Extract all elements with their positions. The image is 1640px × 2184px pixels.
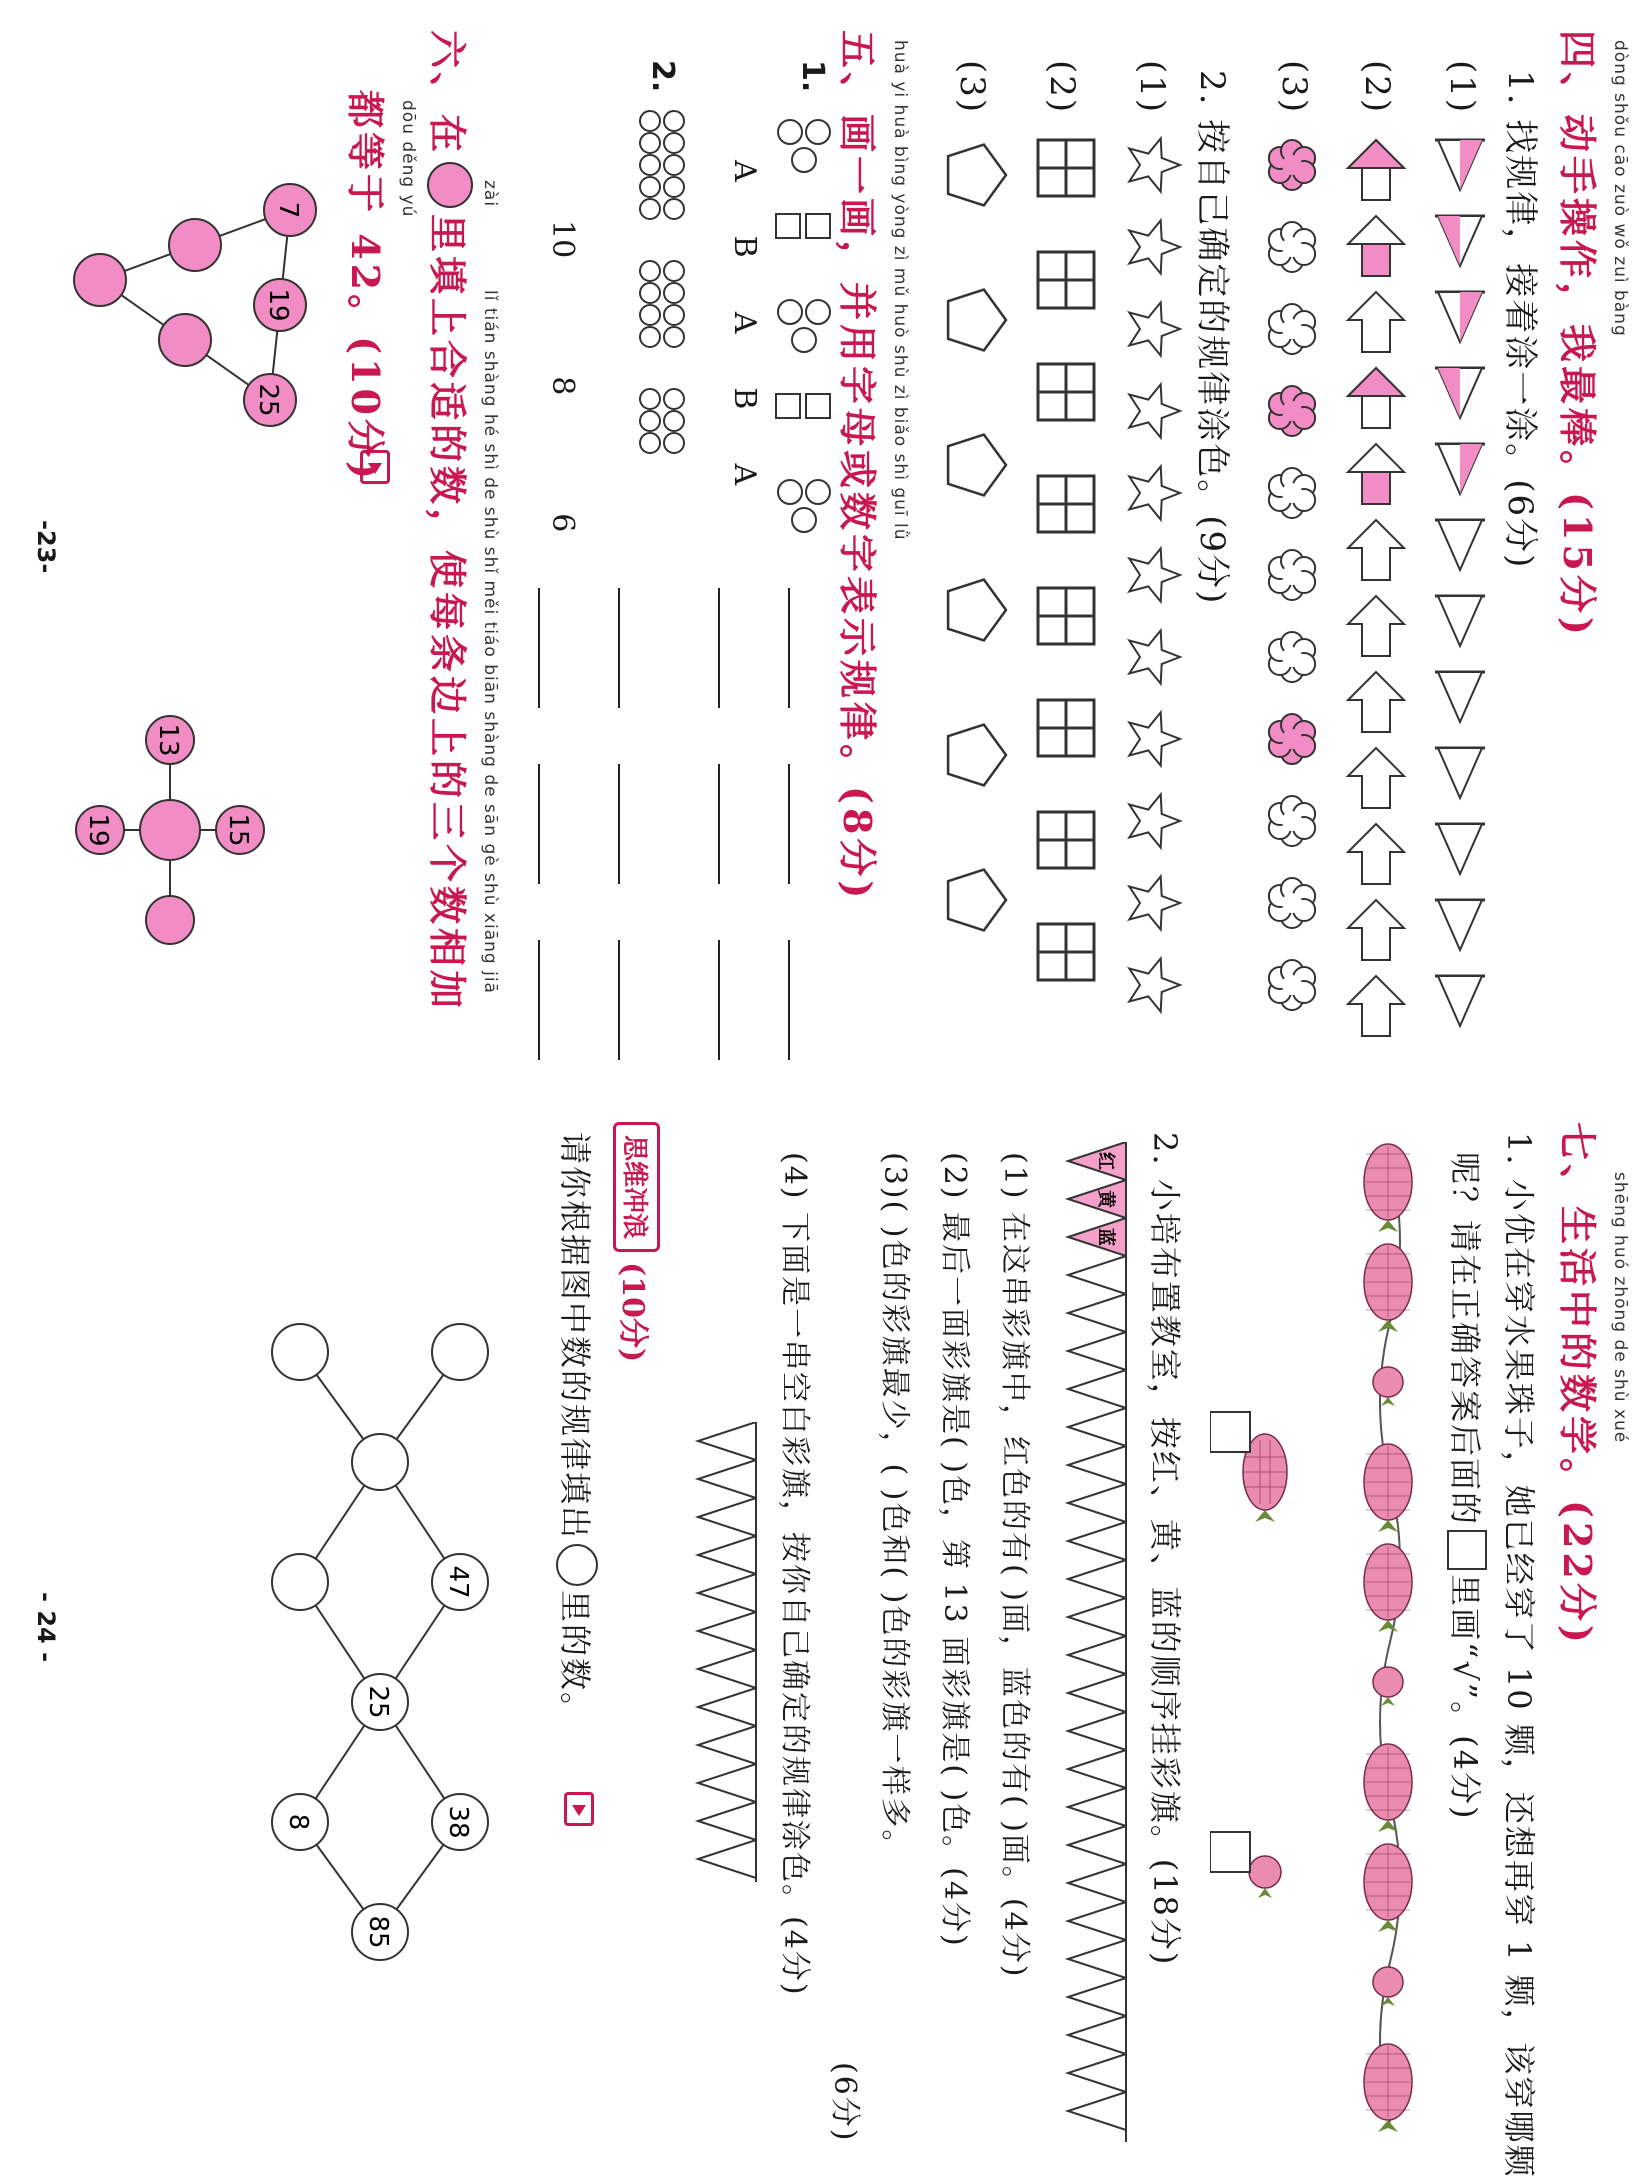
pink-circle-icon xyxy=(428,162,474,208)
pennant-flag xyxy=(1068,1446,1126,1484)
sec6-pinyin: lǐ tián shàng hé shì de shù shǐ měi tiáo biān shàng de sān gè shù xiāng jiā xyxy=(480,290,500,994)
flag-string-labeled xyxy=(1060,1142,1130,2142)
sec7-title: 七、生活中的数学。(22分) xyxy=(1555,1122,1600,1647)
pennant-flag xyxy=(1068,1332,1126,1370)
arrow-shape xyxy=(1348,216,1404,276)
q1-line2-a: 呢？请在正确答案后面的 xyxy=(1446,1152,1484,1527)
answer-line[interactable] xyxy=(618,764,650,884)
sec5-q2-label: 2. xyxy=(645,60,680,93)
pennant-flag xyxy=(698,1764,756,1802)
window-grid xyxy=(1038,364,1094,420)
pineapple-bead xyxy=(1364,1844,1412,1932)
pennant-flag xyxy=(1068,1864,1126,1902)
flower-shape xyxy=(1269,304,1315,354)
pennant-flag xyxy=(1068,1142,1126,1180)
window-grid xyxy=(1038,252,1094,308)
arrow-shape xyxy=(1348,748,1404,808)
sec6-title-a: 六、在 xyxy=(425,30,470,157)
answer-line[interactable] xyxy=(618,588,650,708)
thinking-surf-tag: 思维冲浪 xyxy=(613,1122,660,1252)
arrow-shape xyxy=(1348,520,1404,580)
sec7-q1-line1: 1. 小优在穿水果珠子，她已经穿了 10 颗，还想再穿 1 颗，该穿哪颗 xyxy=(1500,1132,1538,2179)
pennant-flag xyxy=(1068,1750,1126,1788)
pennant-flag xyxy=(698,1650,756,1688)
letter: B xyxy=(727,387,762,410)
flower-shape xyxy=(1269,386,1315,436)
page-number-24: - 24 - xyxy=(32,1592,60,1663)
page-number-23: -23- xyxy=(32,520,60,574)
pennant-flag xyxy=(698,1802,756,1840)
q1-line2-b: 里画“√”。(4分) xyxy=(1446,1574,1484,1821)
pennant-flag xyxy=(1068,1826,1126,1864)
flower-shape xyxy=(1269,550,1315,600)
svg-text:红: 红 xyxy=(1095,1152,1116,1170)
sec7-q2-3a: (3)( )色的彩旗最少，( )色和( )色的彩旗一样多。 xyxy=(877,1152,912,1862)
sec5-q2-answers-2 xyxy=(538,560,570,1088)
pennant-flag xyxy=(1068,1294,1126,1332)
answer-line[interactable] xyxy=(788,588,820,708)
pentagon-shape xyxy=(948,145,1006,206)
flower-shape xyxy=(1269,796,1315,846)
flag-triangle xyxy=(1435,824,1485,874)
flag-triangle xyxy=(1435,444,1485,494)
number-lattice-diagram xyxy=(220,1292,540,1992)
window-grid xyxy=(1038,476,1094,532)
circle-icon xyxy=(556,1544,598,1586)
checkbox-icon xyxy=(1447,1530,1487,1570)
option-box-pineapple xyxy=(1210,1412,1250,1452)
node-label: 25 xyxy=(253,383,283,417)
number: 10 xyxy=(545,220,580,259)
q1-2-label: (2) xyxy=(1357,60,1397,115)
pennant-flag xyxy=(1068,1940,1126,1978)
window-grid xyxy=(1038,812,1094,868)
sec7-q2-4: (4) 下面是一串空白彩旗，按你自己确定的规律涂色。(4分) xyxy=(777,1152,812,1997)
sec6-title-b: 里填上合适的数，使每条边上的三个数相加 xyxy=(425,214,470,1013)
answer-line[interactable] xyxy=(718,588,750,708)
pineapple-bead xyxy=(1364,1144,1412,1232)
pennant-flag xyxy=(698,1612,756,1650)
answer-line[interactable] xyxy=(718,940,750,1060)
sec7-q2: 2. 小培布置教室，按红、黄、蓝的顺序挂彩旗。(18分) xyxy=(1146,1132,1184,1967)
svg-text:85: 85 xyxy=(363,1915,393,1949)
pennant-flag xyxy=(1068,2054,1126,2092)
svg-text:25: 25 xyxy=(363,1685,393,1719)
sec5-title: 五、画一画，并用字母或数字表示规律。(8分) xyxy=(835,30,880,903)
window-grid xyxy=(1038,588,1094,644)
pennant-flag xyxy=(698,1840,756,1878)
pentagon-shape xyxy=(948,870,1006,931)
arrow-shape xyxy=(1348,292,1404,352)
pennant-flag xyxy=(1068,1674,1126,1712)
pennant-flag xyxy=(1068,1522,1126,1560)
flower-shape xyxy=(1269,222,1315,272)
star-shape xyxy=(1129,876,1180,929)
svg-text:19: 19 xyxy=(83,813,113,847)
answer-options[interactable] xyxy=(1210,1392,1310,2092)
pentagon-row[interactable] xyxy=(940,130,1012,1070)
flag-string-blank[interactable] xyxy=(690,1422,760,1882)
star-shape xyxy=(1129,384,1180,437)
pentagon-shape xyxy=(948,435,1006,496)
pennant-flag xyxy=(1068,1256,1126,1294)
thinking-surf-score: (10分) xyxy=(615,1262,651,1363)
letter: A xyxy=(727,463,762,486)
node-label: 7 xyxy=(273,201,303,219)
pentagon-shape xyxy=(948,580,1006,641)
pennant-flag xyxy=(1068,1218,1126,1256)
node-label: 19 xyxy=(263,288,293,322)
sec5-q1-label: 1. xyxy=(795,60,830,93)
star-shape xyxy=(1129,220,1180,273)
flower-shape xyxy=(1269,714,1315,764)
svg-text:8: 8 xyxy=(283,1813,313,1831)
window-grid xyxy=(1038,140,1094,196)
flag-triangle xyxy=(1435,900,1485,950)
pineapple-bead xyxy=(1364,1444,1412,1532)
flower-row[interactable] xyxy=(1260,130,1324,1070)
sec7-q2-1: (1) 在这串彩旗中，红色的有( )面，蓝色的有( )面。(4分) xyxy=(997,1152,1032,1979)
sec6-title xyxy=(423,30,478,1012)
pennant-flag xyxy=(698,1460,756,1498)
pennant-flag xyxy=(1068,1484,1126,1522)
star-shape xyxy=(1129,548,1180,601)
strawberry-bead xyxy=(1373,1367,1403,1406)
pennant-flag xyxy=(698,1498,756,1536)
star-shape xyxy=(1129,302,1180,355)
q2-2-label: (2) xyxy=(1042,60,1082,115)
pennant-flag xyxy=(1068,1598,1126,1636)
svg-text:38: 38 xyxy=(443,1805,473,1839)
flag-triangle xyxy=(1435,292,1485,342)
pennant-flag xyxy=(698,1536,756,1574)
sec4-pinyin: dòng shǒu cāo zuò wǒ zuì bàng xyxy=(1610,40,1630,337)
pennant-flag xyxy=(1068,1560,1126,1598)
pennant-flag xyxy=(1068,1712,1126,1750)
pineapple-bead xyxy=(1364,1544,1412,1632)
triangle-number-diagram xyxy=(50,170,330,470)
pentagon-shape xyxy=(948,725,1006,786)
answer-line[interactable] xyxy=(538,588,570,708)
answer-line[interactable] xyxy=(538,764,570,884)
svg-text:15: 15 xyxy=(223,813,253,847)
pennant-flag xyxy=(1068,1180,1126,1218)
sec7-q2-3b: (6分) xyxy=(827,2062,862,2143)
pennant-flag xyxy=(698,1726,756,1764)
pennant-flag xyxy=(1068,1636,1126,1674)
flag-triangles-row[interactable] xyxy=(1430,130,1490,1070)
q1-3-label: (3) xyxy=(1274,60,1314,115)
circle-square-pattern xyxy=(770,100,840,560)
letter: B xyxy=(727,235,762,258)
video-icon[interactable] xyxy=(564,1792,594,1826)
flag-triangle xyxy=(1435,216,1485,266)
pennant-flag xyxy=(698,1688,756,1726)
arrow-shape xyxy=(1348,824,1404,884)
pineapple-bead xyxy=(1364,1744,1412,1832)
sec5-q1-answers xyxy=(788,560,820,1088)
arrow-shape xyxy=(1348,900,1404,960)
sec5-q1-answers-2 xyxy=(718,560,750,1088)
letter: A xyxy=(727,311,762,334)
pennant-flag xyxy=(1068,1788,1126,1826)
letter: A xyxy=(727,160,762,182)
flag-triangle xyxy=(1435,748,1485,798)
flag-triangle xyxy=(1435,368,1485,418)
sec6-pinyin2: dōu děng yú xyxy=(398,100,418,218)
pennant-flag xyxy=(698,1422,756,1460)
star-shape xyxy=(1129,138,1180,191)
sec7-q1-line2 xyxy=(1444,1152,1490,1820)
pennant-flag xyxy=(1068,1978,1126,2016)
svg-text:黄: 黄 xyxy=(1095,1190,1116,1208)
arrow-shape xyxy=(1348,976,1404,1036)
option-box-strawberry xyxy=(1210,1832,1250,1872)
star-row[interactable] xyxy=(1118,130,1188,1070)
strawberry-bead xyxy=(1373,1667,1403,1706)
flag-triangle xyxy=(1435,672,1485,722)
answer-line[interactable] xyxy=(718,764,750,884)
pennant-flag xyxy=(1068,2092,1126,2130)
thinking-line-b: 里的数。 xyxy=(556,1590,594,1727)
answer-line[interactable] xyxy=(538,940,570,1060)
sec6-title2: 都等于 42。(10分) xyxy=(343,90,388,483)
flower-shape xyxy=(1269,468,1315,518)
star-shape xyxy=(1129,712,1180,765)
flag-triangle xyxy=(1435,976,1485,1026)
video-icon[interactable] xyxy=(360,450,390,484)
pineapple-bead xyxy=(1364,1244,1412,1332)
flag-triangle xyxy=(1435,596,1485,646)
grid-row[interactable] xyxy=(1030,130,1100,1070)
sec5-pinyin: huà yi huà bìng yòng zì mǔ huò shù zì biǎo shì guī lǜ xyxy=(890,40,910,541)
thinking-prompt xyxy=(554,1132,600,1726)
sec4-title: 四、动手操作，我最棒。(15分) xyxy=(1555,30,1600,639)
arrow-shape xyxy=(1348,672,1404,732)
pennant-flag xyxy=(1068,2016,1126,2054)
star-shape xyxy=(1129,958,1180,1011)
sec7-pinyin: shēng huó zhōng de shù xué xyxy=(1610,1172,1630,1444)
flower-shape xyxy=(1269,632,1315,682)
star-shape xyxy=(1129,794,1180,847)
flower-shape xyxy=(1269,140,1315,190)
answer-line[interactable] xyxy=(788,764,820,884)
arrow-shape xyxy=(1348,140,1404,200)
sec4-q2: 2. 按自己确定的规律涂色。(9分) xyxy=(1192,70,1232,606)
pennant-flag xyxy=(1068,1370,1126,1408)
arrow-shape xyxy=(1348,596,1404,656)
pennant-flag xyxy=(1068,1408,1126,1446)
flag-triangle xyxy=(1435,140,1485,190)
thinking-line-a: 请你根据图中数的规律填出 xyxy=(556,1132,594,1541)
star-shape xyxy=(1129,466,1180,519)
sec4-q1: 1. 找规律，接着涂一涂。(6分) xyxy=(1500,70,1540,570)
arrow-shape xyxy=(1348,368,1404,428)
pennant-flag xyxy=(1068,1902,1126,1940)
sec6-pinyin-zai: zài xyxy=(480,180,500,208)
q1-1-label: (1) xyxy=(1442,60,1482,115)
q2-1-label: (1) xyxy=(1132,60,1172,115)
star-shape xyxy=(1129,630,1180,683)
cross-number-diagram xyxy=(60,700,280,960)
strawberry-bead xyxy=(1373,1967,1403,2006)
flower-shape xyxy=(1269,878,1315,928)
flag-triangle xyxy=(1435,520,1485,570)
svg-text:蓝: 蓝 xyxy=(1095,1228,1116,1246)
svg-text:13: 13 xyxy=(153,723,183,757)
pennant-flag xyxy=(698,1574,756,1612)
letter-pattern xyxy=(727,160,762,485)
answer-line[interactable] xyxy=(788,940,820,1060)
pentagon-shape xyxy=(948,290,1006,351)
number: 8 xyxy=(545,376,580,396)
arrow-shape xyxy=(1348,444,1404,504)
window-grid xyxy=(1038,924,1094,980)
circle-cluster-pattern xyxy=(594,100,694,560)
number-pattern xyxy=(545,220,580,532)
pineapple-bead xyxy=(1364,2044,1412,2132)
window-grid xyxy=(1038,700,1094,756)
svg-text:47: 47 xyxy=(443,1565,473,1599)
sec7-q2-2: (2) 最后一面彩旗是( )色，第 13 面彩旗是( )色。(4分) xyxy=(937,1152,972,1948)
flower-shape xyxy=(1269,960,1315,1010)
answer-line[interactable] xyxy=(618,940,650,1060)
arrow-row[interactable] xyxy=(1344,130,1408,1070)
number: 6 xyxy=(545,513,580,533)
thinking-surf-banner xyxy=(613,1122,660,1362)
fruit-bead-string xyxy=(1300,1122,1450,2172)
page-24 xyxy=(0,1092,1640,2184)
q2-3-label: (3) xyxy=(952,60,992,115)
sec5-q2-answers xyxy=(618,560,650,1088)
